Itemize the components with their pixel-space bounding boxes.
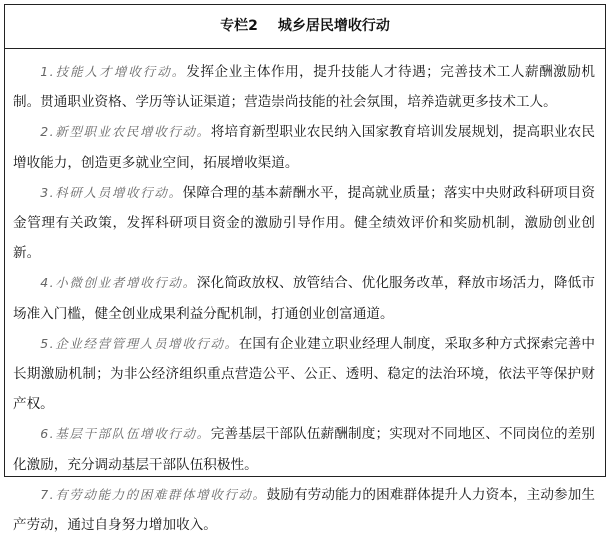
paragraph-body: 深化简政放权、放管结合、优化服务改革，释放市场活力，降低市场准入门槛，健全创业成果利益分配机制，打通创业创富通道。 [13,275,595,322]
paragraph-lead: 7.有劳动能力的困难群体增收行动。 [40,486,267,502]
paragraph-body: 保障合理的基本薪酬水平，提高就业质量；落实中央财政科研项目资金管理有关政策，发挥科研项目资金的激励引导作用。健全绩效评价和奖励机制，激励创业创新。 [13,184,595,262]
box-title-label: 专栏2 [220,18,258,34]
paragraph-lead: 3.科研人员增收行动。 [40,184,183,200]
paragraph-lead: 4.小微创业者增收行动。 [40,275,197,291]
column-box [4,4,606,534]
paragraph-lead: 6.基层干部队伍增收行动。 [40,426,211,442]
paragraph-lead: 5.企业经营管理人员增收行动。 [40,335,239,351]
box-body [5,49,605,540]
paragraph-1 [13,57,595,117]
paragraph-body: 在国有企业建立职业经理人制度，采取多种方式探索完善中长期激励机制；为非公经济组织重点营造公平、公正、透明、稳定的法治环境，依法平等保护财产权。 [13,335,595,413]
box-title [5,5,605,49]
paragraph-6 [13,419,595,479]
paragraph-lead: 1.技能人才增收行动。 [40,64,187,79]
box-title-text: 城乡居民增收行动 [277,18,390,34]
paragraph-3 [13,178,595,269]
paragraph-4 [13,268,595,328]
paragraph-body: 将培育新型职业农民纳入国家教育培训发展规划，提高职业农民增收能力，创造更多就业空间，拓展增收渠道。 [13,124,595,171]
paragraph-body: 完善基层干部队伍薪酬制度；实现对不同地区、不同岗位的差别化激励，充分调动基层干部队伍积极性。 [13,426,595,473]
paragraph-2 [13,117,595,177]
paragraph-7 [13,480,595,540]
paragraph-lead: 2.新型职业农民增收行动。 [40,124,211,140]
paragraph-5 [13,329,595,420]
paragraph-body: 发挥企业主体作用，提升技能人才待遇；完善技术工人薪酬激励机制。贯通职业资格、学历等认证渠道；营造崇尚技能的社会氛围，培养造就更多技术工人。 [13,64,595,111]
paragraph-body: 鼓励有劳动能力的困难群体提升人力资本，主动参加生产劳动，通过自身努力增加收入。 [13,486,595,534]
